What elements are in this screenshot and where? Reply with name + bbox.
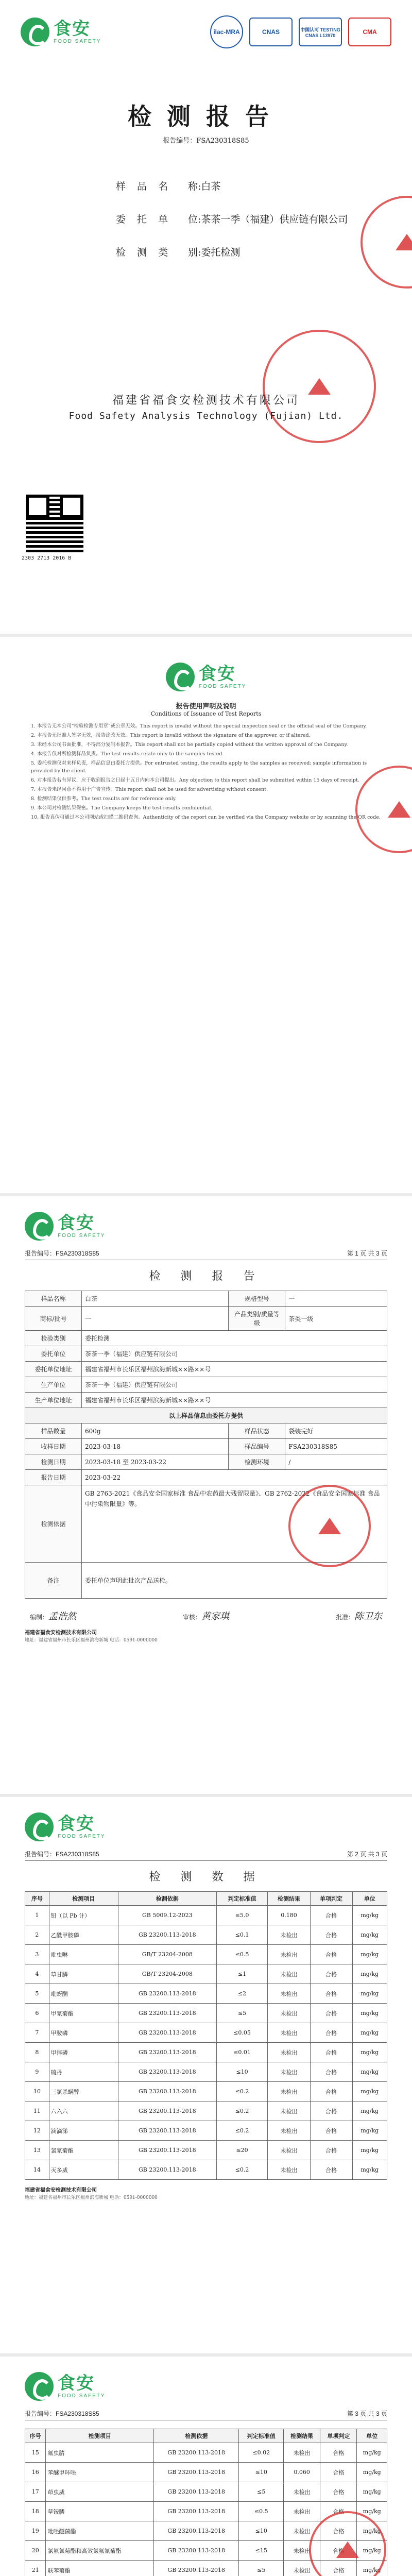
- table-cell: 合格: [320, 2521, 357, 2541]
- conditions-page: [0, 637, 412, 1193]
- lab-name: 福建省福食安检测技术有限公司 Food Safety Analysis Technology (Fujian) Ltd.: [68, 394, 344, 421]
- official-seal-icon: [263, 330, 376, 443]
- cover-page: [0, 0, 412, 634]
- table-cell: GB 23200.113-2018: [118, 2160, 216, 2180]
- column-header: 序号: [25, 2429, 46, 2443]
- table-cell: mg/kg: [357, 2482, 387, 2502]
- table-row: [25, 1906, 387, 1925]
- conditions-subtitle: Conditions of Issuance of Test Reports: [150, 710, 262, 717]
- table-cell: ≤0.02: [239, 2443, 284, 2463]
- condition-item: 6. 对本报告若有异议，应于收到报告之日起十五日内向本公司提出。Any objection to this report shall be submitted within 15 days of receipt.: [31, 777, 359, 783]
- table-cell: 铅（以 Pb 计）: [49, 1906, 118, 1925]
- leaf-icon: [25, 2372, 54, 2401]
- qr-code-icon[interactable]: [26, 495, 83, 552]
- table-cell: 17: [25, 2482, 46, 2502]
- table-cell: 19: [25, 2521, 46, 2541]
- table-cell: 合格: [320, 2482, 357, 2502]
- table-cell: 1: [25, 1906, 49, 1925]
- table-cell: ≤1: [216, 1964, 268, 1984]
- condition-item: 10. 报告真伪可通过本公司网站或扫描二维码查询。Authenticity of the report can be verified via the Company website or by scanning the QR code.: [31, 815, 381, 820]
- table-cell: ≤0.1: [216, 1925, 268, 1945]
- signature-row: 编制：孟浩然 审核：黄家琪 批准：陈卫东: [30, 1611, 382, 1622]
- table-cell: 氯氰菊酯: [49, 2141, 118, 2160]
- column-header: 检测结果: [268, 1892, 310, 1906]
- table-cell: ≤0.2: [216, 2121, 268, 2141]
- table-cell: ≤15: [239, 2541, 284, 2561]
- column-header: 单项判定: [320, 2429, 357, 2443]
- table-row: [25, 2062, 387, 2082]
- column-header: 检测依据: [118, 1892, 216, 1906]
- cover-fields: [116, 170, 348, 269]
- table-cell: 3: [25, 1945, 49, 1964]
- table-row: [25, 1925, 387, 1945]
- table-cell: ≤10: [216, 2062, 268, 2082]
- table-row: [25, 2443, 387, 2463]
- page-footer: 福建省福食安检测技术有限公司 地址：福建省福州市长乐区福州滨海新城 电话：0591-0000000: [25, 2188, 158, 2200]
- table-cell: GB 23200.113-2018: [153, 2482, 239, 2502]
- condition-item: 3. 未经本公司书面批准，不得部分复制本报告。This report shall not be partially copied without the written approval of the Company.: [31, 742, 348, 748]
- table-cell: 合格: [310, 2082, 352, 2102]
- table-cell: GB 23200.113-2018: [118, 2023, 216, 2043]
- table-cell: GB 23200.113-2018: [153, 2521, 239, 2541]
- table-cell: 甲拌磷: [49, 2043, 118, 2062]
- table-row: [25, 2102, 387, 2121]
- leaf-icon: [25, 1812, 54, 1841]
- table-cell: 10: [25, 2082, 49, 2102]
- table-cell: mg/kg: [352, 1964, 387, 1984]
- table-cell: 未检出: [284, 2521, 320, 2541]
- table-cell: 合格: [320, 2561, 357, 2576]
- table-cell: mg/kg: [357, 2463, 387, 2482]
- table-cell: ≤0.05: [216, 2023, 268, 2043]
- table-cell: 草甘膦: [49, 1964, 118, 1984]
- column-header: 单项判定: [310, 1892, 352, 1906]
- page-number: 第 1 页 共 3 页: [347, 1250, 387, 1257]
- table-row: [25, 2463, 387, 2482]
- table-cell: 合格: [310, 2004, 352, 2023]
- table-cell: 合格: [310, 2062, 352, 2082]
- table-cell: GB 23200.113-2018: [118, 2082, 216, 2102]
- column-header: 单位: [357, 2429, 387, 2443]
- table-cell: 未检出: [268, 2082, 310, 2102]
- report-number: 报告编号：FSA230318S85: [25, 1851, 99, 1858]
- table-cell: ≤5: [239, 2561, 284, 2576]
- test-data-table: [25, 1891, 387, 2180]
- table-cell: 吡蚜酮: [49, 1984, 118, 2004]
- table-cell: 18: [25, 2502, 46, 2521]
- table-cell: mg/kg: [357, 2443, 387, 2463]
- table-cell: GB 23200.113-2018: [118, 2062, 216, 2082]
- table-cell: mg/kg: [352, 2102, 387, 2121]
- qr-caption: 2303 2713 2016 B: [22, 555, 72, 561]
- table-cell: GB 23200.113-2018: [118, 1984, 216, 2004]
- table-cell: 8: [25, 2043, 49, 2062]
- table-cell: GB 23200.113-2018: [153, 2541, 239, 2561]
- table-cell: 6: [25, 2004, 49, 2023]
- cma-logo: CMA: [348, 18, 391, 46]
- table-cell: GB 23200.113-2018: [118, 2141, 216, 2160]
- table-row: [25, 2141, 387, 2160]
- page-footer: 福建省福食安检测技术有限公司 地址：福建省福州市长乐区福州滨海新城 电话：0591-0000000: [25, 1630, 158, 1643]
- table-cell: 15: [25, 2443, 46, 2463]
- table-cell: 未检出: [268, 2004, 310, 2023]
- condition-item: 4. 本报告仅对所检测样品负责。The test results relate only to the samples tested.: [31, 751, 224, 757]
- table-cell: GB 23200.113-2018: [153, 2443, 239, 2463]
- conditions-list: [31, 722, 381, 821]
- table-cell: 未检出: [268, 2023, 310, 2043]
- condition-item: 5. 委托检测仅对来样负责，样品信息由委托方提供。For entrusted testing, the results apply to the samples as received; sample information is provided by the client.: [31, 760, 367, 774]
- table-cell: 未检出: [268, 1925, 310, 1945]
- report-number: 报告编号：FSA230318S85: [25, 2410, 99, 2417]
- table-cell: 合格: [310, 1906, 352, 1925]
- table-cell: 合格: [320, 2502, 357, 2521]
- table-cell: mg/kg: [352, 2141, 387, 2160]
- conditions-title: 报告使用声明及说明: [176, 703, 236, 710]
- sample-info-table: 样品名称 白茶 规格型号 一 商标/批号 一 产品类别/质量等级 茶类一级 检验类别 委托检测 委托单位 茶茶一季（福建）供应链有限公司 委托单位地址 福建省福州市长乐区福州滨海新城××路××号 生产单位 茶茶一季（福建）供应链有限公司 生产单位地址 福建省福州市长乐区福州滨海新城××路××号 以上样品信息由委托方提供 样品数量 600g 样品状态 袋装完好 收样日期 2023-03-18 样品编号 FSA230318S85 检测日期 2023-03-18 至 2023-03-22 检测环境 / 报告日期 2023-03-22 检测依据 GB 2763-2021《食品安全国家标准 食品中农药最大残留限量》、GB 2762-2022《食品安全国家标准 食品中污染物限量》等。 备注 委托单位声明此批次产品送检。: [25, 1291, 387, 1599]
- table-cell: GB/T 23204-2008: [118, 1964, 216, 1984]
- table-cell: GB 23200.113-2018: [118, 1925, 216, 1945]
- condition-item: 9. 本公司对检测结果保密。The Company keeps the test results confidential.: [31, 805, 213, 811]
- table-row: [25, 1945, 387, 1964]
- report-title: 检测报告: [128, 103, 284, 130]
- table-cell: GB 23200.113-2018: [118, 2102, 216, 2121]
- table-cell: 未检出: [284, 2541, 320, 2561]
- table-cell: 合格: [310, 1945, 352, 1964]
- table-cell: 未检出: [268, 2141, 310, 2160]
- table-cell: 合格: [310, 1984, 352, 2004]
- table-cell: 合格: [310, 2121, 352, 2141]
- table-cell: 20: [25, 2541, 46, 2561]
- cnas-logo: CNAS: [249, 18, 293, 46]
- cnas-testing-logo: 中国认可 TESTING CNAS L13970: [299, 18, 342, 46]
- table-cell: 未检出: [268, 1945, 310, 1964]
- column-header: 检测依据: [153, 2429, 239, 2443]
- table-row: [25, 2082, 387, 2102]
- report-title: 检 测 报 告: [149, 1270, 263, 1283]
- column-header: 检测结果: [284, 2429, 320, 2443]
- table-cell: 甲氰菊酯: [49, 2004, 118, 2023]
- table-cell: 滴滴涕: [49, 2121, 118, 2141]
- table-cell: 合格: [310, 2023, 352, 2043]
- table-cell: GB 23200.113-2018: [118, 2121, 216, 2141]
- leaf-icon: [25, 1212, 54, 1241]
- table-cell: 0.060: [284, 2463, 320, 2482]
- table-cell: ≤0.2: [216, 2102, 268, 2121]
- brand-logo: 食安 FOOD SAFETY: [25, 2372, 106, 2401]
- table-row: [25, 2043, 387, 2062]
- table-cell: mg/kg: [352, 2062, 387, 2082]
- table-cell: mg/kg: [357, 2561, 387, 2576]
- table-cell: 未检出: [284, 2443, 320, 2463]
- table-cell: 未检出: [268, 2043, 310, 2062]
- table-row: [25, 2160, 387, 2180]
- field-sample: 样 品 名 称:白茶: [116, 181, 221, 192]
- field-type: 检 测 类 别:委托检测: [116, 247, 241, 258]
- column-header: 判定标准值: [239, 2429, 284, 2443]
- table-cell: 7: [25, 2023, 49, 2043]
- table-cell: mg/kg: [357, 2521, 387, 2541]
- brand-logo: 食安 FOOD SAFETY: [25, 1812, 106, 1841]
- table-cell: 未检出: [284, 2482, 320, 2502]
- table-cell: 未检出: [268, 1984, 310, 2004]
- table-cell: mg/kg: [352, 2043, 387, 2062]
- table-cell: 合格: [310, 1925, 352, 1945]
- cert-logos: [210, 15, 391, 48]
- table-cell: 氯氟氰菊酯和高效氯氟氰菊酯: [46, 2541, 153, 2561]
- table-cell: 4: [25, 1964, 49, 1984]
- table-cell: ≤0.5: [216, 1945, 268, 1964]
- table-cell: GB 23200.113-2018: [153, 2502, 239, 2521]
- official-seal-icon: [288, 1485, 371, 1567]
- column-header: 序号: [25, 1892, 49, 1906]
- table-cell: ≤5: [239, 2482, 284, 2502]
- table-cell: 0.180: [268, 1906, 310, 1925]
- table-cell: GB 5009.12-2023: [118, 1906, 216, 1925]
- table-cell: 未检出: [284, 2502, 320, 2521]
- report-page-3: [0, 2357, 412, 2576]
- table-cell: ≤2: [216, 1984, 268, 2004]
- leaf-icon: [166, 663, 195, 691]
- table-row: [25, 2004, 387, 2023]
- brand-logo: 食安 FOOD SAFETY: [31, 663, 381, 691]
- report-page-2: [0, 1797, 412, 2353]
- table-cell: mg/kg: [357, 2541, 387, 2561]
- table-cell: 合格: [310, 2043, 352, 2062]
- table-row: [25, 2121, 387, 2141]
- table-cell: 吡虫啉: [49, 1945, 118, 1964]
- table-cell: GB 23200.113-2018: [153, 2463, 239, 2482]
- table-cell: 5: [25, 1984, 49, 2004]
- table-cell: 苯醚甲环唑: [46, 2463, 153, 2482]
- table-cell: 氟虫腈: [46, 2443, 153, 2463]
- column-header: 检测项目: [46, 2429, 153, 2443]
- table-cell: mg/kg: [352, 1945, 387, 1964]
- table-cell: ≤0.2: [216, 2082, 268, 2102]
- table-cell: ≤10: [239, 2463, 284, 2482]
- table-cell: 14: [25, 2160, 49, 2180]
- table-cell: 合格: [320, 2443, 357, 2463]
- table-cell: 未检出: [268, 2121, 310, 2141]
- table-cell: GB 23200.113-2018: [153, 2561, 239, 2576]
- table-cell: 合格: [310, 2141, 352, 2160]
- table-cell: 合格: [310, 2160, 352, 2180]
- ilac-logo: ilac-MRA: [210, 15, 243, 48]
- table-cell: 9: [25, 2062, 49, 2082]
- table-cell: mg/kg: [357, 2502, 387, 2521]
- table-cell: 21: [25, 2561, 46, 2576]
- table-cell: ≤0.01: [216, 2043, 268, 2062]
- report-page-1: [0, 1196, 412, 1794]
- table-cell: 硫丹: [49, 2062, 118, 2082]
- brand-en: FOOD SAFETY: [54, 38, 101, 44]
- table-cell: ≤5: [216, 2004, 268, 2023]
- table-cell: ≤0.2: [216, 2160, 268, 2180]
- table-cell: 联苯菊酯: [46, 2561, 153, 2576]
- table-cell: 乙酰甲胺磷: [49, 1925, 118, 1945]
- table-cell: 六六六: [49, 2102, 118, 2121]
- table-row: [25, 2023, 387, 2043]
- table-cell: ≤5.0: [216, 1906, 268, 1925]
- table-cell: 合格: [310, 2102, 352, 2121]
- table-cell: mg/kg: [352, 2004, 387, 2023]
- table-cell: 合格: [310, 1964, 352, 1984]
- column-header: 单位: [352, 1892, 387, 1906]
- table-cell: mg/kg: [352, 2082, 387, 2102]
- condition-item: 2. 本报告无批准人签字无效，报告涂改无效。This report is invalid without the signature of the approver, or if altered.: [31, 733, 311, 738]
- table-cell: GB 23200.113-2018: [118, 2004, 216, 2023]
- report-number: 报告编号：FSA230318S85: [25, 1250, 99, 1257]
- page-number: 第 3 页 共 3 页: [347, 2410, 387, 2417]
- table-cell: mg/kg: [352, 2023, 387, 2043]
- table-cell: 灭多威: [49, 2160, 118, 2180]
- table-cell: 12: [25, 2121, 49, 2141]
- table-row: [25, 1964, 387, 1984]
- field-client: 委 托 单 位:茶茶一季（福建）供应链有限公司: [116, 214, 348, 225]
- table-cell: mg/kg: [352, 1925, 387, 1945]
- table-cell: mg/kg: [352, 1984, 387, 2004]
- column-header: 判定标准值: [216, 1892, 268, 1906]
- table-cell: 13: [25, 2141, 49, 2160]
- condition-item: 8. 检测结果仅供参考。The test results are for reference only.: [31, 796, 177, 802]
- table-cell: 16: [25, 2463, 46, 2482]
- table-cell: 吡唑醚菌酯: [46, 2521, 153, 2541]
- table-cell: 2: [25, 1925, 49, 1945]
- table-cell: 未检出: [268, 1964, 310, 1984]
- table-row: [25, 2482, 387, 2502]
- edge-seal-icon: [360, 196, 412, 289]
- table-cell: 未检出: [268, 2062, 310, 2082]
- table-cell: ≤20: [216, 2141, 268, 2160]
- column-header: 检测项目: [49, 1892, 118, 1906]
- table-cell: 未检出: [268, 2102, 310, 2121]
- page-number: 第 2 页 共 3 页: [347, 1851, 387, 1858]
- table-cell: 合格: [320, 2541, 357, 2561]
- table-cell: GB 23200.113-2018: [118, 2043, 216, 2062]
- table-cell: ≤0.5: [239, 2502, 284, 2521]
- table-row: [25, 1984, 387, 2004]
- table-cell: 11: [25, 2102, 49, 2121]
- leaf-icon: [21, 18, 49, 46]
- brand-logo: [21, 18, 101, 46]
- data-title: 检 测 数 据: [149, 1871, 263, 1884]
- condition-item: 7. 本报告未经同意不得用于广告宣传。This report shall not be used for advertising without consent.: [31, 787, 268, 792]
- table-cell: 未检出: [284, 2561, 320, 2576]
- table-cell: 甲胺磷: [49, 2023, 118, 2043]
- table-cell: GB/T 23204-2008: [118, 1945, 216, 1964]
- table-cell: 三氯杀螨醇: [49, 2082, 118, 2102]
- brand-name: 食安: [54, 18, 91, 39]
- table-cell: mg/kg: [352, 2121, 387, 2141]
- table-cell: 草铵膦: [46, 2502, 153, 2521]
- report-number: 报告编号：FSA230318S85: [163, 137, 249, 145]
- condition-item: 1. 本报告无本公司“检验检测专用章”或公章无效。This report is invalid without the special inspection seal or the official seal of the Company.: [31, 723, 367, 729]
- table-cell: mg/kg: [352, 1906, 387, 1925]
- brand-logo: 食安 FOOD SAFETY: [25, 1212, 106, 1241]
- table-cell: mg/kg: [352, 2160, 387, 2180]
- table-cell: ≤10: [239, 2521, 284, 2541]
- table-cell: 未检出: [268, 2160, 310, 2180]
- table-cell: 合格: [320, 2463, 357, 2482]
- table-cell: 茚虫威: [46, 2482, 153, 2502]
